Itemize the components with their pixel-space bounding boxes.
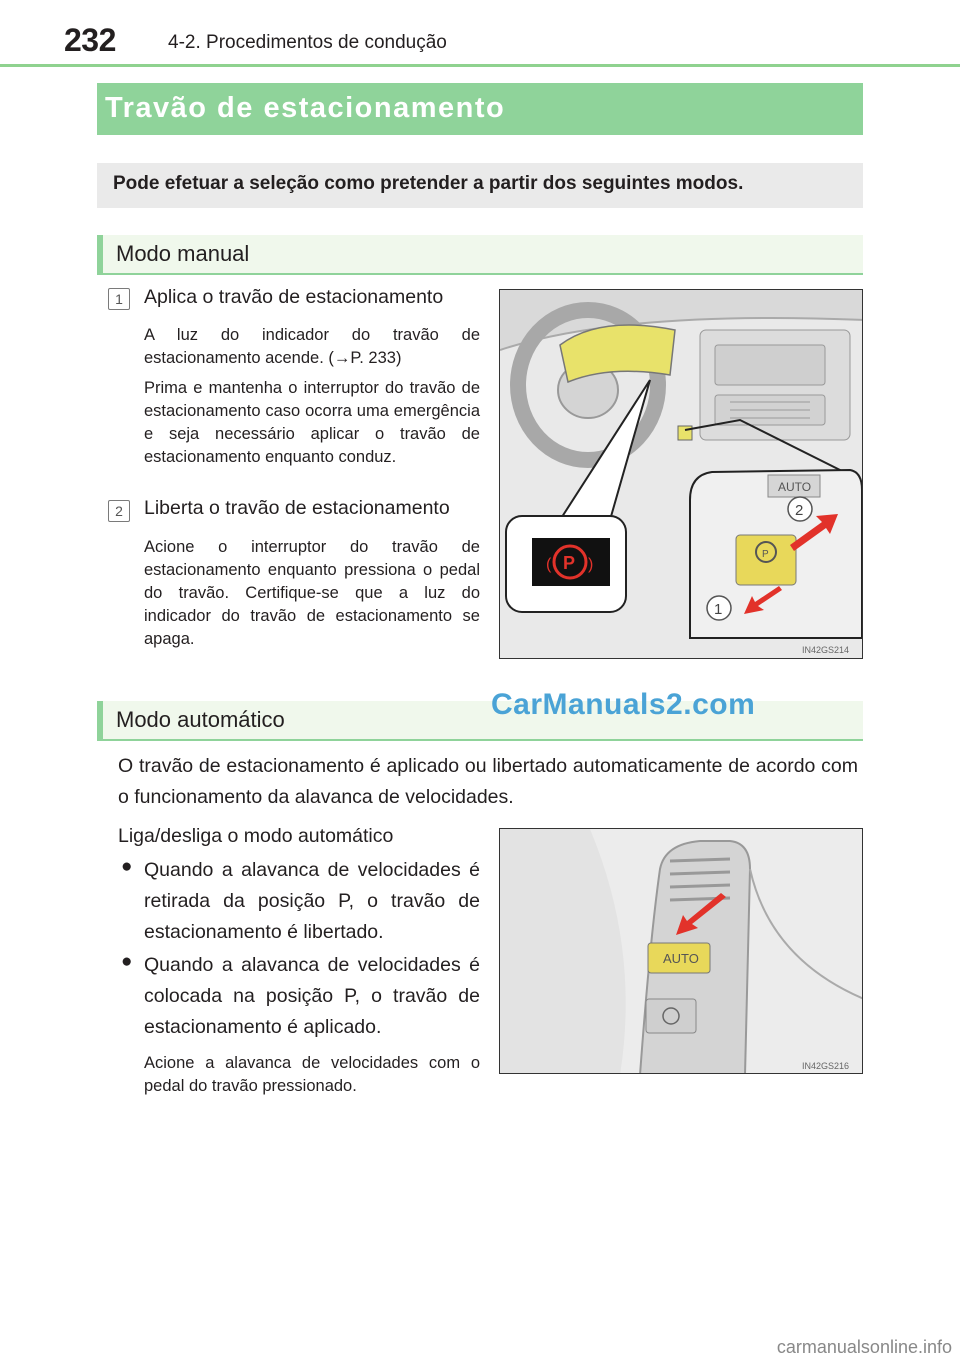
svg-text:): )	[588, 556, 594, 573]
section-title: 4-2. Procedimentos de condução	[168, 32, 447, 53]
parking-brake-switch-figure	[499, 289, 863, 659]
bullet-1-text: Quando a alavanca de velocidades é retirada da posição P, o travão de estacionamento é libertado.	[144, 859, 480, 943]
item-2-note: Acione o interruptor do travão de estacionamento enquanto pressiona o pedal do travão. Certifique-se que a luz do indicador do travão de estacionamento se apaga.	[144, 538, 480, 648]
footer-watermark: carmanualsonline.info	[776, 1337, 952, 1357]
page-title-bar	[97, 83, 863, 135]
auto-note: Acione a alavanca de velocidades com o pedal do travão pressionado.	[144, 1054, 480, 1095]
item-1-note-1: A luz do indicador do travão de estacionamento acende. (→P. 233)	[144, 326, 480, 367]
auto-switch-figure	[499, 828, 863, 1074]
intro-box	[97, 163, 863, 208]
svg-text:P: P	[563, 553, 576, 573]
svg-text:(: (	[546, 556, 552, 573]
bullet-2-dot: ●	[121, 951, 133, 972]
intro-text: Pode efetuar a seleção como pretender a partir dos seguintes modos.	[113, 173, 744, 194]
figure-1-code: IN42GS214	[802, 645, 850, 655]
page-title: Travão de estacionamento	[105, 92, 506, 124]
auto-toggle-text: Liga/desliga o modo automático	[118, 825, 394, 847]
auto-label-1: AUTO	[778, 480, 812, 494]
page-number: 232	[64, 22, 116, 58]
item-2-title: Liberta o travão de estacionamento	[144, 497, 450, 519]
item-1-title: Aplica o travão de estacionamento	[144, 286, 444, 308]
item-1-note-2: Prima e mantenha o interruptor do travão de estacionamento caso ocorra uma emergência e seja necessário aplicar o travão de estacionamento enquanto conduz.	[144, 379, 480, 466]
watermark: CarManuals2.com	[491, 688, 756, 721]
callout-2: 2	[795, 502, 804, 519]
svg-text:P: P	[762, 549, 769, 560]
item-1-badge: 1	[108, 288, 130, 310]
manual-mode-heading	[97, 235, 863, 275]
callout-1: 1	[714, 601, 723, 618]
header-rule	[0, 64, 960, 67]
item-2-badge: 2	[108, 500, 130, 522]
bullet-1-dot: ●	[121, 856, 133, 877]
auto-mode-heading-text: Modo automático	[116, 707, 285, 732]
auto-label-2: AUTO	[663, 951, 699, 966]
auto-intro: O travão de estacionamento é aplicado ou libertado automaticamente de acordo com o funcionamento da alavanca de velocidades.	[118, 755, 858, 808]
manual-mode-heading-text: Modo manual	[116, 241, 250, 266]
bullet-2-text: Quando a alavanca de velocidades é colocada na posição P, o travão de estacionamento é aplicado.	[144, 954, 480, 1038]
figure-2-code: IN42GS216	[802, 1061, 850, 1071]
